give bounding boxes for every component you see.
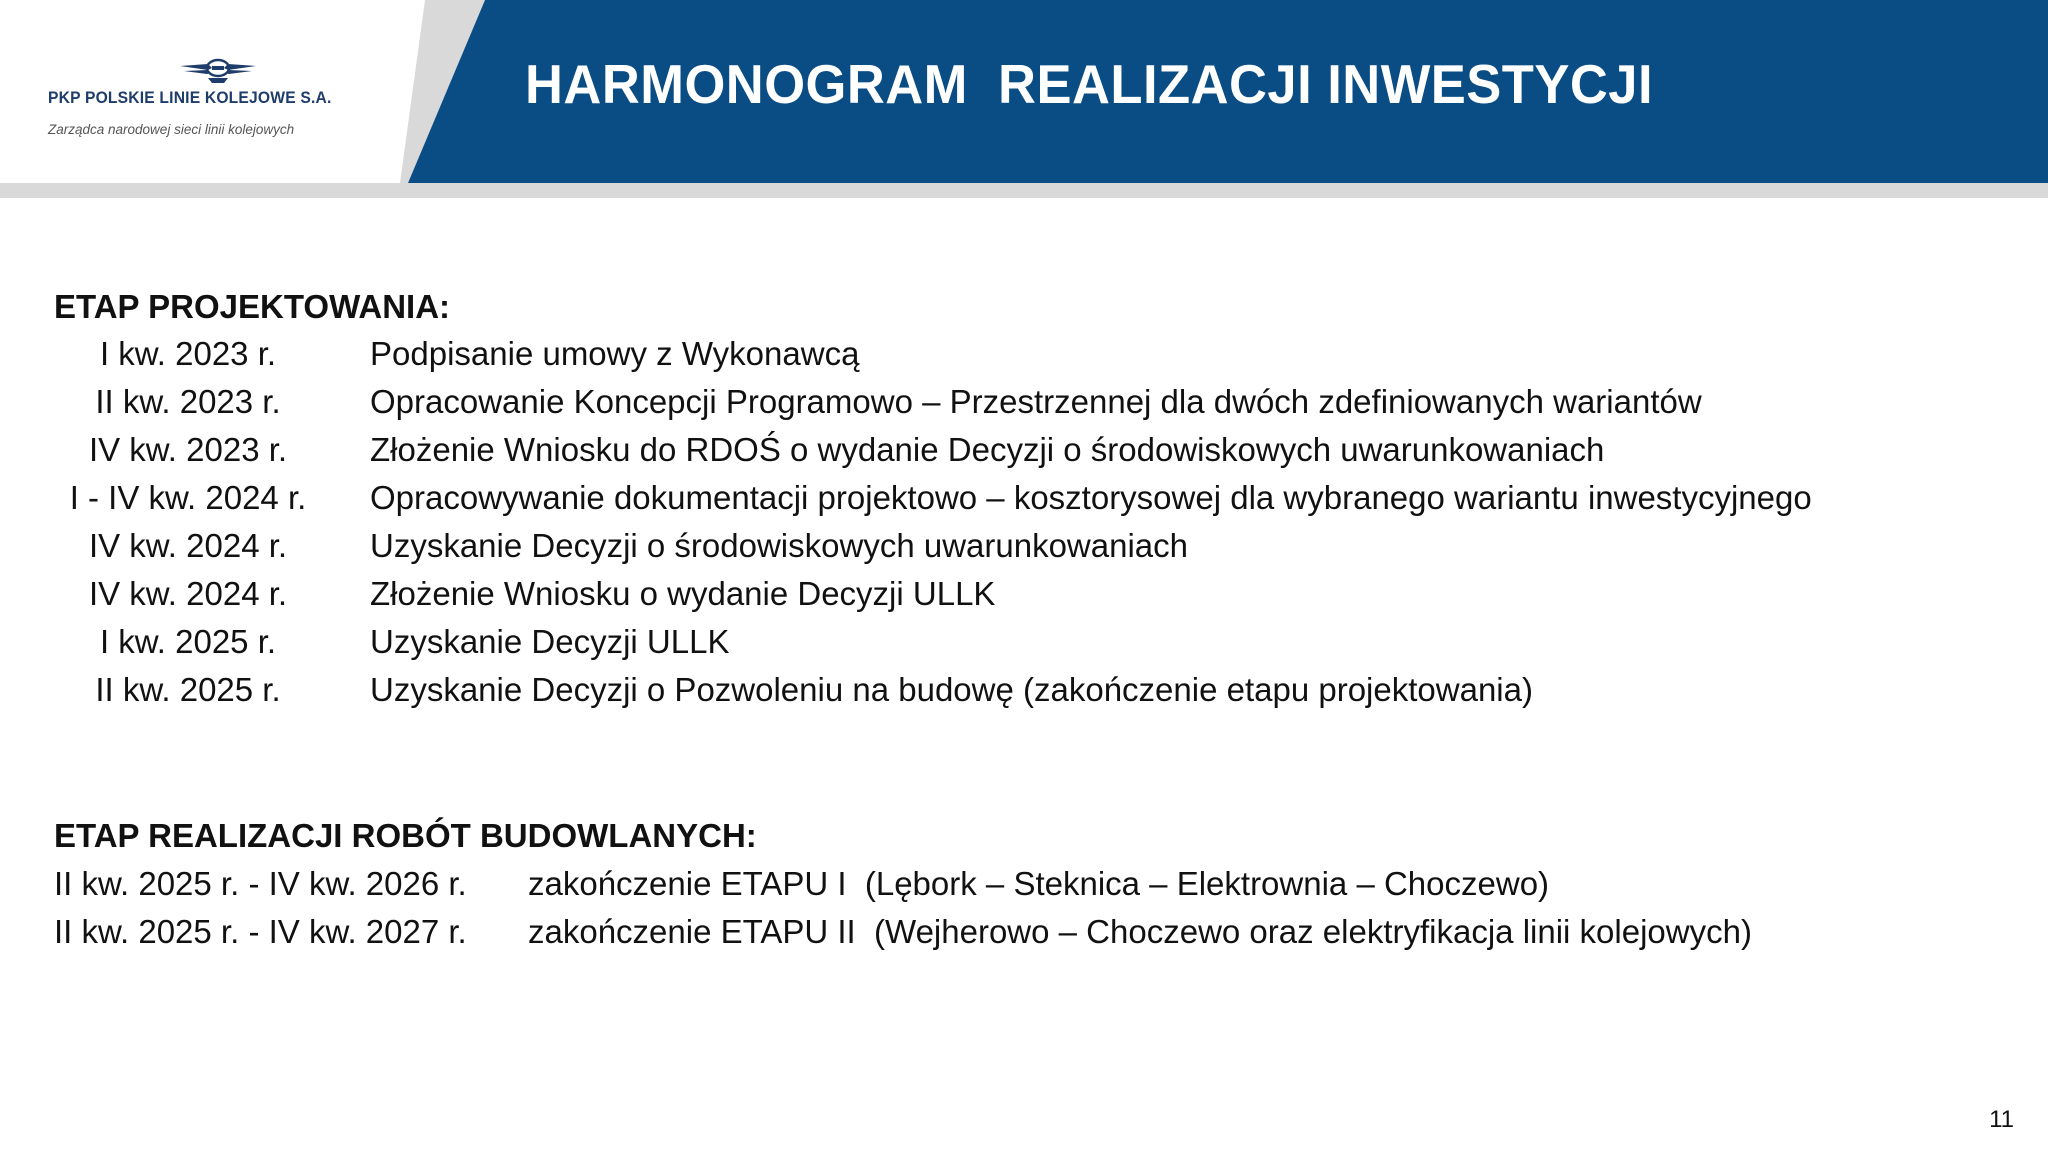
schedule-date: I - IV kw. 2024 r.: [69, 479, 307, 516]
construction-description: zakończenie ETAPU II (Wejherowo – Choczewo oraz elektryfikacja linii kolejowych): [528, 913, 1752, 950]
schedule-row: [0, 574, 2048, 622]
schedule-description: Złożenie Wniosku do RDOŚ o wydanie Decyzji o środowiskowych uwarunkowaniach: [370, 431, 1605, 468]
page-number: 11: [1989, 1106, 2014, 1133]
construction-row: [0, 864, 2048, 912]
schedule-description: Uzyskanie Decyzji o środowiskowych uwarunkowaniach: [370, 527, 1189, 564]
logo-company-name: PKP POLSKIE LINIE KOLEJOWE S.A.: [48, 88, 332, 107]
design-stage-heading: ETAP PROJEKTOWANIA:: [54, 288, 451, 325]
construction-date: II kw. 2025 r. - IV kw. 2026 r.: [54, 865, 467, 902]
schedule-description: Opracowywanie dokumentacji projektowo – kosztorysowej dla wybranego wariantu inwestycyjnego: [370, 479, 1812, 516]
schedule-date: IV kw. 2023 r.: [88, 431, 288, 468]
schedule-row: [0, 670, 2048, 718]
schedule-row: [0, 334, 2048, 382]
construction-description: zakończenie ETAPU I (Lębork – Steknica – Elektrownia – Choczewo): [528, 865, 1550, 902]
logo-tagline: Zarządca narodowej sieci linii kolejowych: [48, 122, 295, 137]
schedule-date: I kw. 2023 r.: [99, 335, 277, 372]
schedule-row: [0, 478, 2048, 526]
schedule-row: [0, 526, 2048, 574]
schedule-date: IV kw. 2024 r.: [88, 575, 288, 612]
schedule-description: Uzyskanie Decyzji o Pozwoleniu na budowę (zakończenie etapu projektowania): [370, 671, 1533, 708]
schedule-date: IV kw. 2024 r.: [88, 527, 288, 564]
schedule-date: II kw. 2025 r.: [95, 671, 281, 708]
pkp-logo: [48, 58, 348, 148]
construction-row: [0, 912, 2048, 960]
schedule-description: Uzyskanie Decyzji ULLK: [370, 623, 730, 660]
schedule-description: Opracowanie Koncepcji Programowo – Przestrzennej dla dwóch zdefiniowanych wariantów: [370, 383, 1702, 420]
schedule-date: I kw. 2025 r.: [99, 623, 277, 660]
schedule-row: [0, 382, 2048, 430]
header-divider: [0, 183, 2048, 198]
construction-stage-heading: ETAP REALIZACJI ROBÓT BUDOWLANYCH:: [54, 817, 757, 854]
schedule-date: II kw. 2023 r.: [95, 383, 281, 420]
schedule-description: Podpisanie umowy z Wykonawcą: [370, 335, 860, 372]
winged-wheel-icon: [178, 58, 258, 84]
schedule-row: [0, 430, 2048, 478]
construction-date: II kw. 2025 r. - IV kw. 2027 r.: [54, 913, 467, 950]
slide-header: [0, 0, 2048, 200]
schedule-description: Złożenie Wniosku o wydanie Decyzji ULLK: [370, 575, 996, 612]
schedule-row: [0, 622, 2048, 670]
slide-title: HARMONOGRAM REALIZACJI INWESTYCJI: [525, 53, 1654, 115]
